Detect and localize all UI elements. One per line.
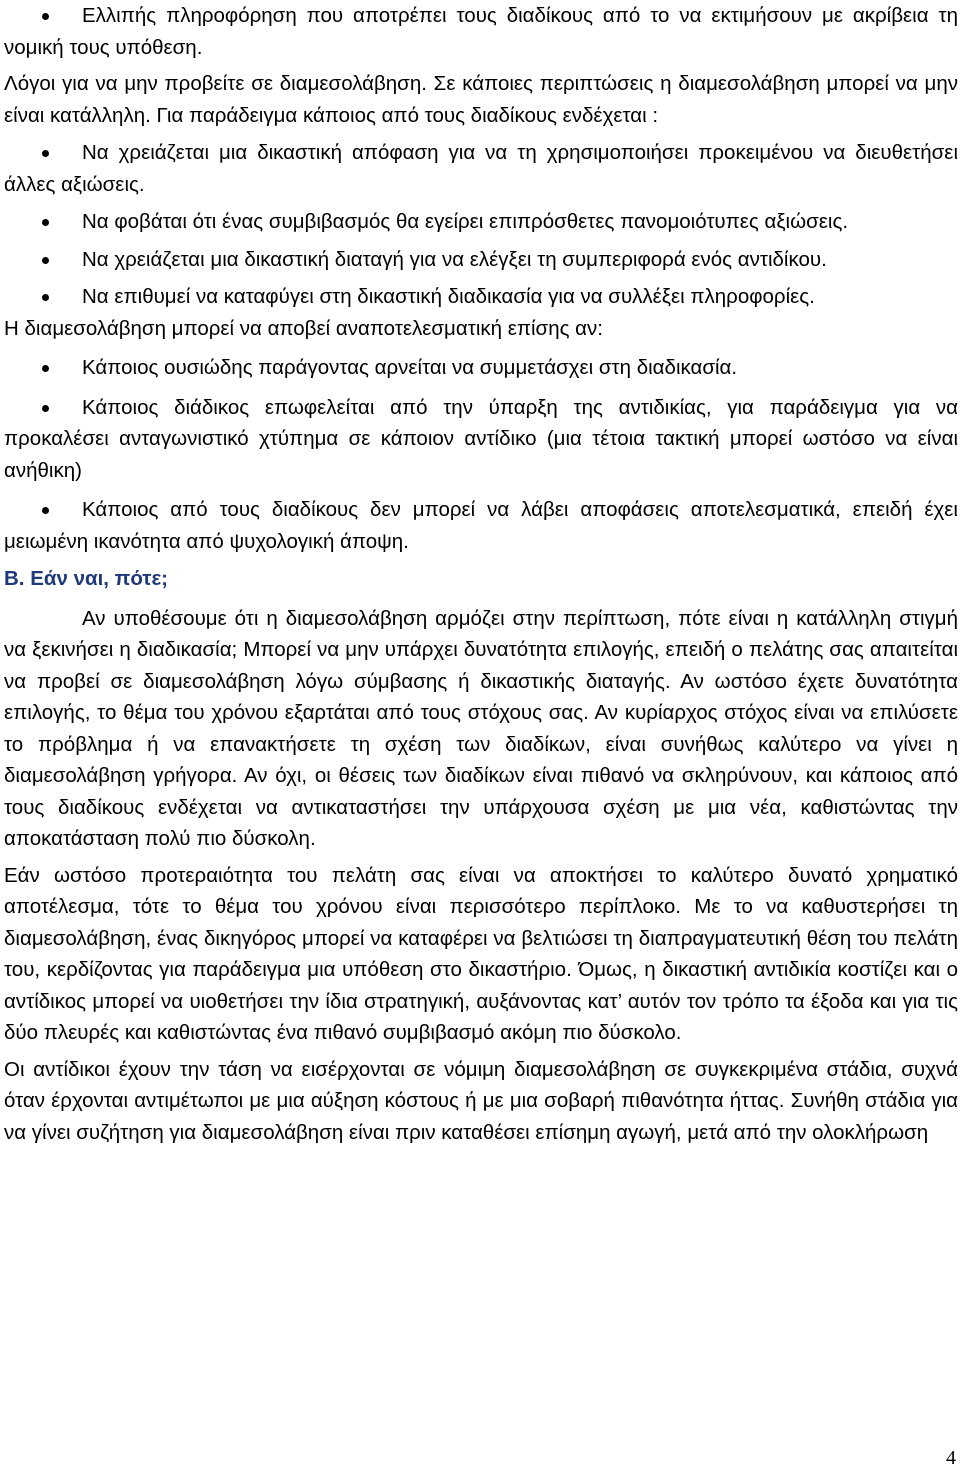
list-item-text: Να χρειάζεται μια δικαστική διαταγή για να ελέγξει τη συμπεριφορά ενός αντιδίκου. [82, 247, 827, 271]
bullet-icon [42, 13, 49, 20]
section-heading: Β. Εάν ναι, πότε; [4, 567, 169, 590]
list-item [4, 206, 958, 238]
list-item [4, 494, 958, 557]
bullet-icon [42, 365, 49, 372]
paragraph-reasons: Λόγοι για να μην προβείτε σε διαμεσολάβηση. Σε κάποιες περιπτώσεις η διαμεσολάβηση μπορεί να μην είναι κατάλληλη. Για παράδειγμα κάποιος από τους διαδίκους ενδέχεται : [4, 72, 958, 127]
page-content [4, 0, 958, 1148]
bullet-icon [42, 219, 49, 226]
list-item [4, 137, 958, 200]
list-item [4, 352, 958, 384]
list-item [4, 244, 958, 276]
bullet-icon [42, 294, 49, 301]
list-item-text: Να χρειάζεται μια δικαστική απόφαση για να τη χρησιμοποιήσει προκειμένου να διευθετήσει άλλες αξιώσεις. [4, 141, 958, 196]
paragraph-ineffective: Η διαμεσολάβηση μπορεί να αποβεί αναποτελεσματική επίσης αν: [4, 316, 603, 340]
bullet-icon [42, 507, 49, 514]
page-number: 4 [946, 1447, 956, 1469]
bullet-icon [42, 405, 49, 412]
paragraph-stages: Οι αντίδικοι έχουν την τάση να εισέρχονται σε νόμιμη διαμεσολάβηση σε συγκεκριμένα στάδια, συχνά όταν έρχονται αντιμέτωποι με μια αύξηση κόστους ή με μια σοβαρή πιθανότητα ήττας. Συνήθη στάδια για να γίνει συζήτηση για διαμεσολάβηση είναι πριν καταθέσει επίσημη αγωγή, μετά από την ολοκλήρωση [4, 1057, 958, 1144]
bullet-icon [42, 150, 49, 157]
list-item [4, 0, 958, 63]
paragraph-financial: Εάν ωστόσο προτεραιότητα του πελάτη σας είναι να αποκτήσει το καλύτερο δυνατό χρηματικό αποτέλεσμα, τότε το θέμα του χρόνου είναι περισσότερο περίπλοκο. Με το να καθυστερήσει τη διαμεσολάβηση, ένας δικηγόρος μπορεί να καταφέρει να βελτιώσει τη διαπραγματευτική θέση του πελάτη του, κερδίζοντας για παράδειγμα μια υπόθεση στο δικαστήριο. Όμως, η δικαστική αντιδικία κοστίζει και ο αντίδικος μπορεί να υιοθετήσει την ίδια στρατηγική, αυξάνοντας κατ’ αυτόν τον τρόπο τα έξοδα και για τις δύο πλευρές και καθιστώντας ένα πιθανό συμβιβασμό ακόμη πιο δύσκολο. [4, 863, 958, 1044]
list-item-text: Ελλιπής πληροφόρηση που αποτρέπει τους διαδίκους από το να εκτιμήσουν με ακρίβεια τη νομική τους υπόθεση. [4, 4, 958, 59]
list-item-text: Να φοβάται ότι ένας συμβιβασμός θα εγείρει επιπρόσθετες πανομοιότυπες αξιώσεις. [82, 210, 849, 233]
bullet-icon [42, 257, 49, 264]
paragraph-when: Αν υποθέσουμε ότι η διαμεσολάβηση αρμόζει στην περίπτωση, πότε είναι η κατάλληλη στιγμή να ξεκινήσει η διαδικασία; Μπορεί να μην υπάρχει δυνατότητα επιλογής, επειδή ο πελάτης σας απαιτείται να προβεί σε διαμεσολάβηση λόγω σύμβασης ή δικαστικής διαταγής. Αν ωστόσο έχετε δυνατότητα επιλογής, το θέμα του χρόνου εξαρτάται από τους στόχους σας. Αν κυρίαρχος στόχος είναι να επιλύσετε το πρόβλημα ή να επανακτήσετε τη σχέση των διαδίκων, είναι συνήθως καλύτερο να γίνει η διαμεσολάβηση γρήγορα. Αν όχι, οι θέσεις των διαδίκων είναι πιθανό να σκληρύνουν, και κάποιος από τους διαδίκους ενδέχεται να αντικαταστήσει την υπάρχουσα σχέση με μια νέα, καθιστώντας την αποκατάσταση πολύ πιο δύσκολη. [4, 606, 958, 850]
list-item [4, 281, 958, 313]
list-item-text: Να επιθυμεί να καταφύγει στη δικαστική διαδικασία για να συλλέξει πληροφορίες. [82, 285, 815, 308]
list-item [4, 392, 958, 487]
list-item-text: Κάποιος διάδικος επωφελείται από την ύπαρξη της αντιδικίας, για παράδειγμα για να προκαλέσει ανταγωνιστικό χτύπημα σε κάποιον αντίδικο (μια τέτοια τακτική μπορεί ωστόσο να είναι ανήθικη) [4, 395, 958, 482]
list-item-text: Κάποιος ουσιώδης παράγοντας αρνείται να συμμετάσχει στη διαδικασία. [82, 356, 738, 379]
list-item-text: Κάποιος από τους διαδίκους δεν μπορεί να λάβει αποφάσεις αποτελεσματικά, επειδή έχει μειωμένη ικανότητα από ψυχολογική άποψη. [4, 498, 958, 553]
